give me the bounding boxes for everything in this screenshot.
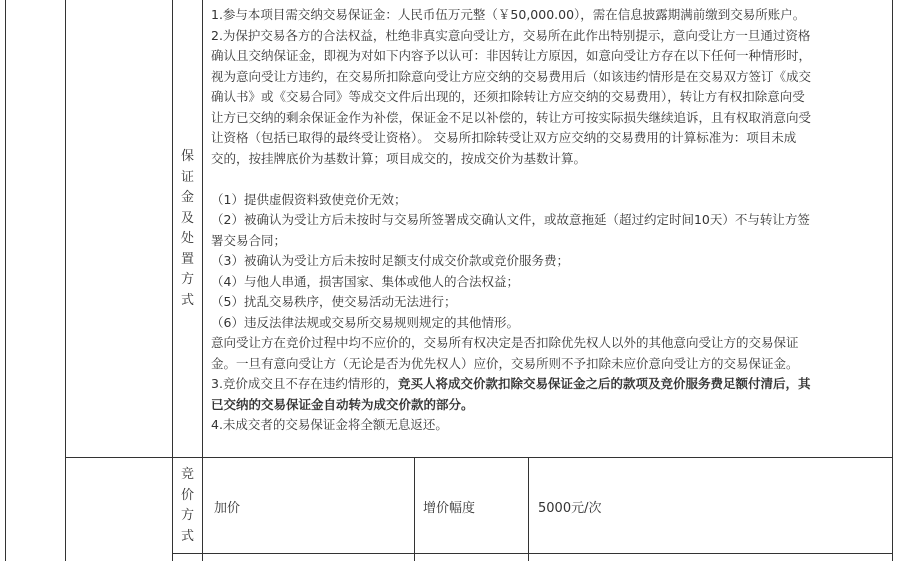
deposit-line-text: 让方已交纳的剩余保证金作为补偿，保证金不足以补偿的，转让方可按实际损失继续追诉，且有权取消意向受 [211,109,812,125]
label-char: 竞 [180,467,194,482]
deposit-line-text: 确认书》或《交易合同》等成交文件后出现的，还须扣除转让方应交纳的交易费用），转让方有权扣除意向受 [211,89,805,104]
label-char: 置 [180,251,194,267]
bidding-col-divider-1 [414,457,415,561]
deposit-line-text: （2）被确认为受让方后未按时与交易所签署成交确认文件，或故意拖延（超过约定时间10天）不与转让方签 [211,212,810,227]
deposit-line [211,374,886,395]
deposit-line [211,46,886,67]
label-char: 及 [180,210,194,226]
table-divider-col1 [65,0,66,561]
deposit-line [211,251,886,272]
deposit-line [211,26,886,47]
deposit-line [211,128,886,149]
deposit-line [211,5,886,26]
deposit-line-text: 署交易合同； [211,232,287,248]
deposit-line [211,87,886,108]
deposit-line [211,415,886,436]
label-char: 证 [180,169,194,185]
deposit-line-text: 2.为保护交易各方的合法权益，杜绝非真实意向受让方，交易所在此作出特别提示，意向受让方一旦通过资格 [211,27,811,43]
deposit-line-text: （5）扰乱交易秩序，使交易活动无法进行； [211,294,457,309]
increment-value: 5000元/次 [538,501,602,516]
deposit-line-text: 1.参与本项目需交纳交易保证金：人民币伍万元整（￥50,000.00），需在信息披露期满前缴到交易所账户。 [211,7,806,22]
label-char: 方 [180,508,194,523]
deposit-line-text: 交的，按挂牌底价为基数计算；项目成交的，按成交价为基数计算。 [211,150,587,166]
deposit-line [211,231,886,252]
bidding-col-divider-2 [528,457,529,561]
deposit-line [211,395,886,416]
label-char: 方 [180,272,194,287]
deposit-line-text: 让资格（包括已取得的最终受让资格）。 交易所扣除转受让双方应交纳的交易费用的计算标准为：项目未成 [211,130,797,145]
deposit-line-bold: 已交纳的交易保证金自动转为成交价款的部分。 [211,396,474,412]
label-char: 处 [180,231,194,246]
deposit-line-text: 3.竞价成交且不存在违约情形的， [211,376,398,391]
deposit-line-text: 视为意向受让方违约，在交易所扣除意向受让方应交纳的交易费用后（如该违约情形是在交易双方签订《成交 [211,68,812,84]
deposit-line [211,67,886,88]
label-char: 价 [180,487,194,503]
deposit-line [211,149,886,170]
bidding-method-value: 加价 [214,501,241,516]
label-char: 式 [180,292,194,308]
row-divider-inner [65,457,893,458]
deposit-line [211,210,886,231]
deposit-line [211,354,886,375]
deposit-line [211,313,886,334]
table-border-left [5,0,6,561]
deposit-line [211,190,886,211]
deposit-line-text: 意向受让方在竞价过程中均不应价的，交易所有权决定是否扣除优先权人以外的其他意向受让方的交易保证 [211,335,799,350]
table-border-right [892,0,893,561]
deposit-line [211,169,886,190]
deposit-line-text: 确认且交纳保证金，即视为对如下内容予以认可：非因转让方原因，如意向受让方存在以下任何一种情形时， [211,48,812,63]
increment-label: 增价幅度 [423,501,476,516]
label-char: 保 [180,149,194,164]
label-char: 金 [180,190,194,205]
deposit-terms-text [211,5,886,436]
deposit-line-text: 4.未成交者的交易保证金将全额无息返还。 [211,417,448,432]
table-divider-col3 [202,0,203,561]
deposit-line [211,108,886,129]
deposit-line-bold: 竞买人将成交价款扣除交易保证金之后的款项及竞价服务费足额付清后，其 [397,376,811,391]
bidding-method-label [173,465,202,547]
deposit-line [211,272,886,293]
row-divider-bottom [172,553,893,554]
deposit-line [211,292,886,313]
deposit-line-text: （4）与他人串通，损害国家、集体或他人的合法权益； [211,273,519,289]
deposit-disposal-label [173,147,202,311]
label-char: 式 [180,528,194,544]
deposit-line-text: 金。一旦有意向受让方（无论是否为优先权人）应价，交易所则不予扣除未应价意向受让方的交易保证金。 [211,355,799,371]
deposit-line-text: （6）违反法律法规或交易所交易规则规定的其他情形。 [211,314,519,330]
deposit-line-text: （3）被确认为受让方后未按时足额支付成交价款或竞价服务费； [211,253,569,268]
deposit-line-text: （1）提供虚假资料致使竞价无效； [211,191,407,207]
deposit-line [211,333,886,354]
